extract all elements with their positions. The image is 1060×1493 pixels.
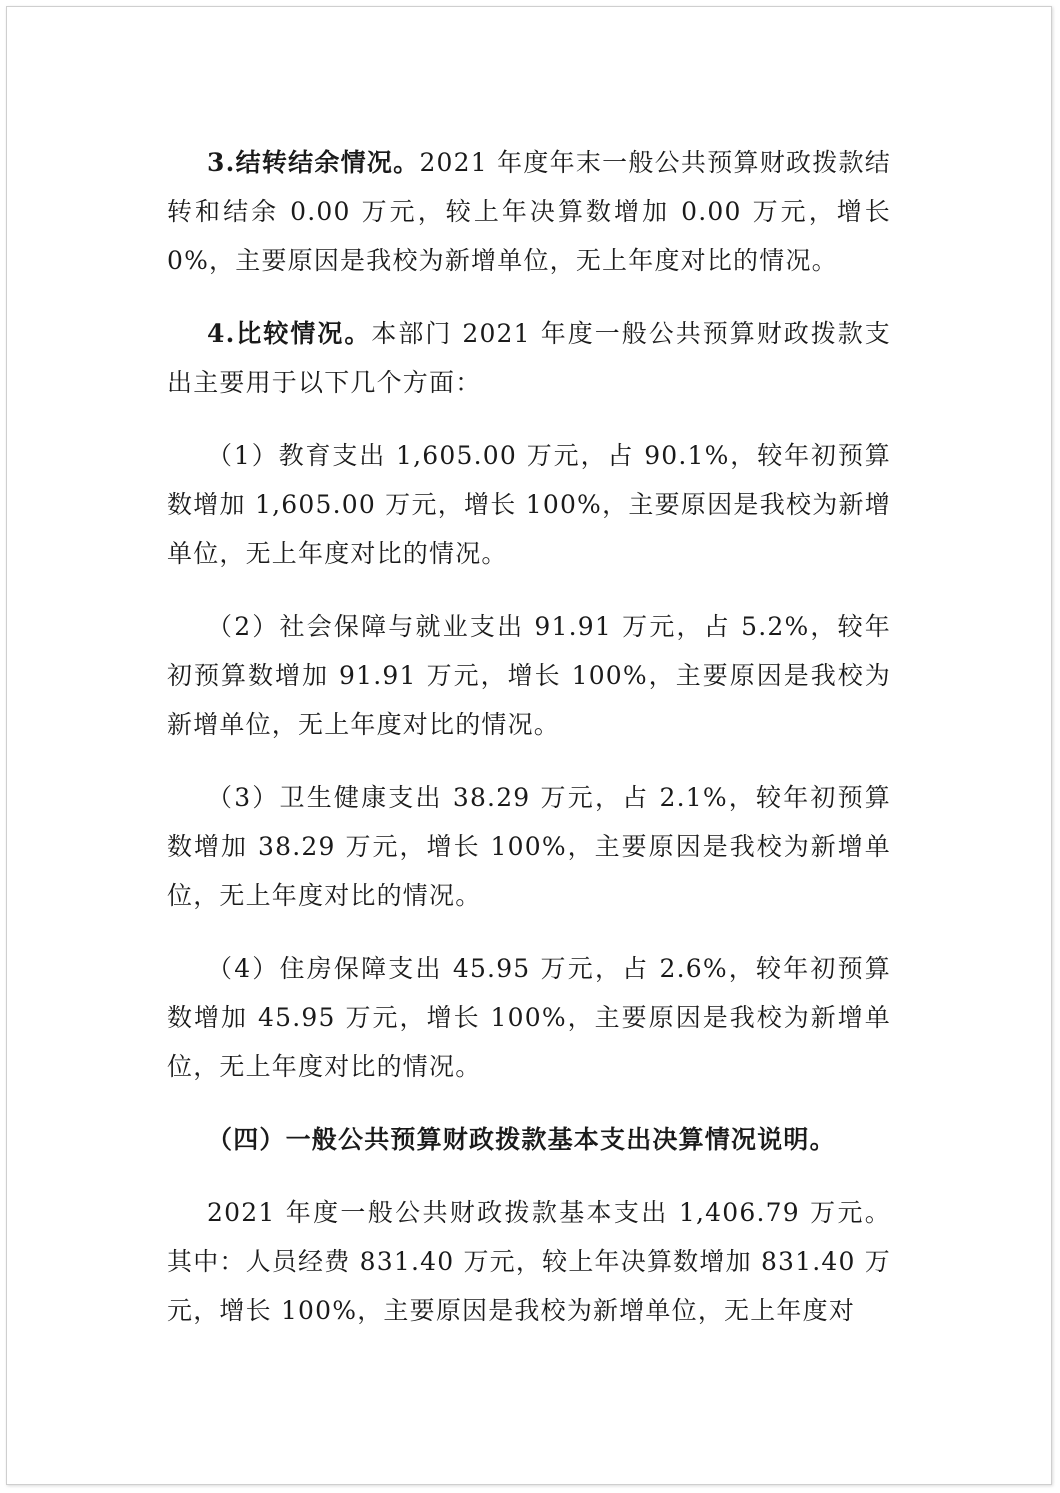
paragraph-comparison <box>167 309 891 407</box>
paragraph-text: （4）住房保障支出 45.95 万元，占 2.6%，较年初预算数增加 45.95 万元，增长 100%，主要原因是我校为新增单位，无上年度对比的情况。 <box>167 954 891 1081</box>
paragraph-lead: 4.比较情况。 <box>207 319 372 348</box>
paragraph-carryover <box>167 138 891 285</box>
paragraph-item-education <box>167 431 891 578</box>
paragraph-text: 2021 年度年末一般公共预算财政拨款结转和结余 0.00 万元，较上年决算数增加 0.00 万元，增长 0%，主要原因是我校为新增单位，无上年度对比的情况。 <box>167 148 891 275</box>
document-body <box>167 138 891 1359</box>
paragraph-item-social-security <box>167 602 891 749</box>
paragraph-text: （2）社会保障与就业支出 91.91 万元，占 5.2%，较年初预算数增加 91.91 万元，增长 100%，主要原因是我校为新增单位，无上年度对比的情况。 <box>167 612 891 739</box>
paragraph-lead: 3.结转结余情况。 <box>207 148 420 177</box>
section-heading: （四）一般公共预算财政拨款基本支出决算情况说明。 <box>207 1125 836 1154</box>
paragraph-item-health <box>167 773 891 920</box>
paragraph-item-housing <box>167 944 891 1091</box>
paragraph-text: 本部门 2021 年度一般公共预算财政拨款支出主要用于以下几个方面： <box>167 319 892 397</box>
paragraph-text: （1）教育支出 1,605.00 万元，占 90.1%，较年初预算数增加 1,605.00 万元，增长 100%，主要原因是我校为新增单位，无上年度对比的情况。 <box>167 441 891 568</box>
paragraph-basic-expenditure: 2021 年度一般公共财政拨款基本支出 1,406.79 万元。其中：人员经费 831.40 万元，较上年决算数增加 831.40 万元，增长 100%，主要原因是我校为新增单位，无上年度对 <box>167 1198 891 1325</box>
paragraph-text: （3）卫生健康支出 38.29 万元，占 2.1%，较年初预算数增加 38.29 万元，增长 100%，主要原因是我校为新增单位，无上年度对比的情况。 <box>167 783 891 910</box>
